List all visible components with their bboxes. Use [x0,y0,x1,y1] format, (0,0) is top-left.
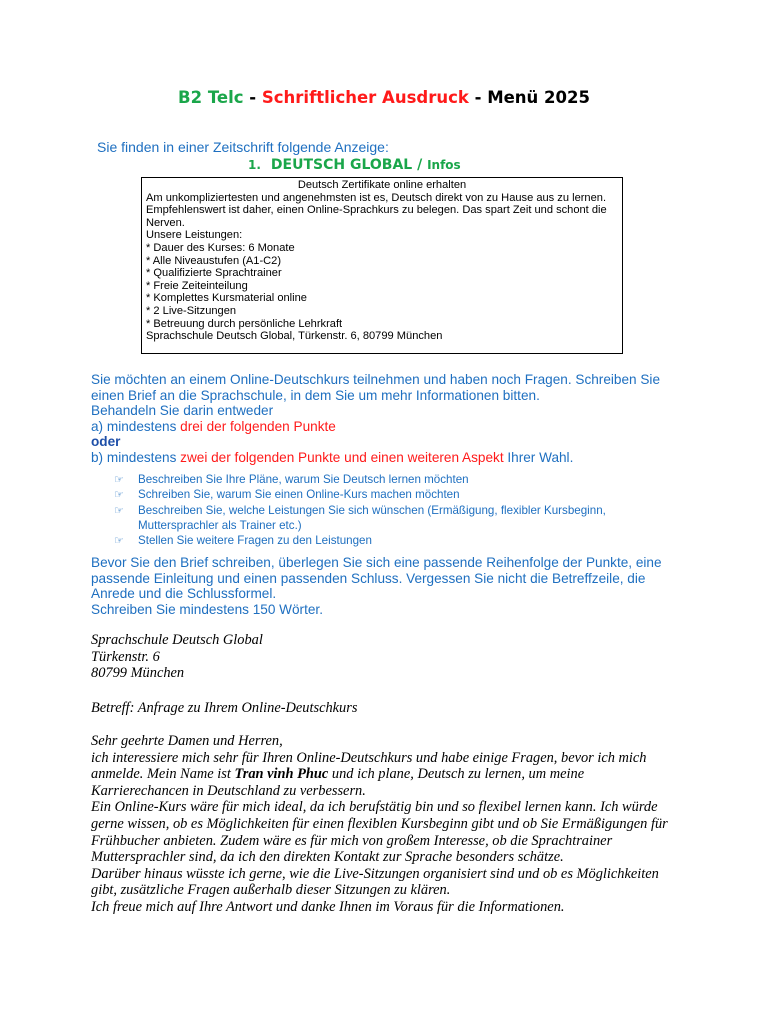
pointing-hand-icon: ☞ [114,504,124,517]
address-line: Sprachschule Deutsch Global [91,632,263,648]
point-text: Beschreiben Sie Ihre Pläne, warum Sie Deutsch lernen möchten [138,473,469,486]
option-a-prefix: a) mindestens [91,418,181,434]
ad-line: * Qualifizierte Sprachtrainer [146,267,282,280]
pointing-hand-icon: ☞ [114,474,124,486]
task-line: Behandeln Sie darin entweder [91,403,274,419]
list-item [114,488,634,503]
ad-line: * Dauer des Kurses: 6 Monate [146,241,295,254]
heading-number: 1. [248,158,261,172]
task-points-list [114,473,634,549]
point-text: Beschreiben Sie, welche Leistungen Sie sich wünschen (Ermäßigung, flexibler Kursbeginn, Muttersprachler als Trainer etc.) [138,503,606,532]
ad-line: Sprachschule Deutsch Global, Türkenstr. 6, 80799 München [146,330,443,343]
paragraph-text: ich interessiere mich sehr für Ihren Online-Deutschkurs und habe einige Fragen, bevor ich mich anmelde. Mein Name ist [91,749,647,783]
ad-line: * 2 Live-Sitzungen [146,304,237,317]
option-b [91,450,671,466]
ad-line: * Komplettes Kursmaterial online [146,292,307,305]
sender-name: Tran vinh Phuc [234,766,329,783]
option-a [91,419,671,435]
ad-line: Am unkompliziertesten und angenehmsten ist es, Deutsch direkt von zu Hause aus zu lernen. [146,191,607,204]
oder-label: oder [91,434,121,450]
ad-line: * Betreuung durch persönliche Lehrkraft [146,317,343,330]
ad-line: * Alle Niveaustufen (A1-C2) [146,254,282,267]
ad-line: * Freie Zeiteinteilung [146,279,248,292]
title-section: Schriftlicher Ausdruck [261,88,469,107]
heading-infos: Infos [427,158,461,172]
title-menu: Menü 2025 [487,88,590,107]
heading-label: DEUTSCH GLOBAL / [270,157,428,173]
page-title [0,88,768,107]
intro-text: Sie finden in einer Zeitschrift folgende Anzeige: [97,139,389,155]
letter-paragraph [91,750,671,800]
title-exam: B2 Telc [178,88,244,107]
recipient-address [91,632,263,682]
title-separator: - [243,88,262,107]
pointing-hand-icon: ☞ [114,534,124,547]
paragraph-text: und ich plane, Deutsch zu lernen, um meine Karrierechancen in Deutschland zu verbessern. [91,766,585,799]
list-item [114,473,634,488]
writing-guidance [91,555,671,617]
guidance-text: Bevor Sie den Brief schreiben, überlegen Sie sich eine passende Reihenfolge der Punkte, eine passende Einleitung und einen passenden Schluss. Vergessen Sie nicht die Betreffzeile, die Anrede und die Schlussformel. [91,555,662,602]
option-b-prefix: b) mindestens [91,449,181,465]
ad-line: Empfehlenswert ist daher, einen Online-Sprachkurs zu belegen. Das spart Zeit und schont die Nerven. [146,204,607,229]
list-item [114,534,634,549]
list-item [114,504,634,534]
letter-paragraph: Darüber hinaus wüsste ich gerne, wie die Live-Sitzungen organisiert sind und ob es Möglichkeiten gibt, zusätzliche Fragen außerhalb dieser Sitzungen zu klären. [91,865,659,899]
letter-body [91,733,671,916]
task-instructions [91,372,671,466]
ad-title: Deutsch Zertifikate online erhalten [297,179,467,191]
point-text: Schreiben Sie, warum Sie einen Online-Kurs machen möchten [138,488,460,502]
option-a-highlight: drei der folgenden Punkte [180,418,336,434]
option-b-suffix: Ihrer Wahl. [503,449,574,465]
pointing-hand-icon: ☞ [114,489,124,502]
title-separator: - [468,88,488,107]
letter-paragraph: Ein Online-Kurs wäre für mich ideal, da ich berufstätig bin und so flexibel lernen kann. Ich würde gerne wissen, ob es Möglichkeiten für einen flexiblen Kursbeginn gibt und ob Sie Ermäßigungen für Frühbucher anbieten. Zudem wäre es für mich von großem Interesse, ob die Sprachtrainer Muttersprachler sind, da ich den direkten Kontakt zur Sprache besonders schätze. [91,799,668,866]
advertisement-box [141,177,623,354]
word-count-requirement: Schreiben Sie mindestens 150 Wörter. [91,601,323,617]
ad-line: Unsere Leistungen: [146,229,243,242]
letter-paragraph: Ich freue mich auf Ihre Antwort und danke Ihnen im Voraus für die Informationen. [91,898,565,915]
salutation: Sehr geehrte Damen und Herren, [91,733,283,749]
address-line: Türkenstr. 6 [91,648,160,665]
subject-line: Betreff: Anfrage zu Ihrem Online-Deutschkurs [91,700,358,716]
task-line: Sie möchten an einem Online-Deutschkurs teilnehmen und haben noch Fragen. Schreiben Sie einen Brief an die Sprachschule, in dem Sie um mehr Informationen bitten. [91,372,661,403]
point-text: Stellen Sie weitere Fragen zu den Leistungen [138,533,372,547]
ad-heading [248,157,461,173]
option-b-highlight: zwei der folgenden Punkte und einen weiteren Aspekt [180,449,504,465]
address-line: 80799 München [91,665,185,682]
